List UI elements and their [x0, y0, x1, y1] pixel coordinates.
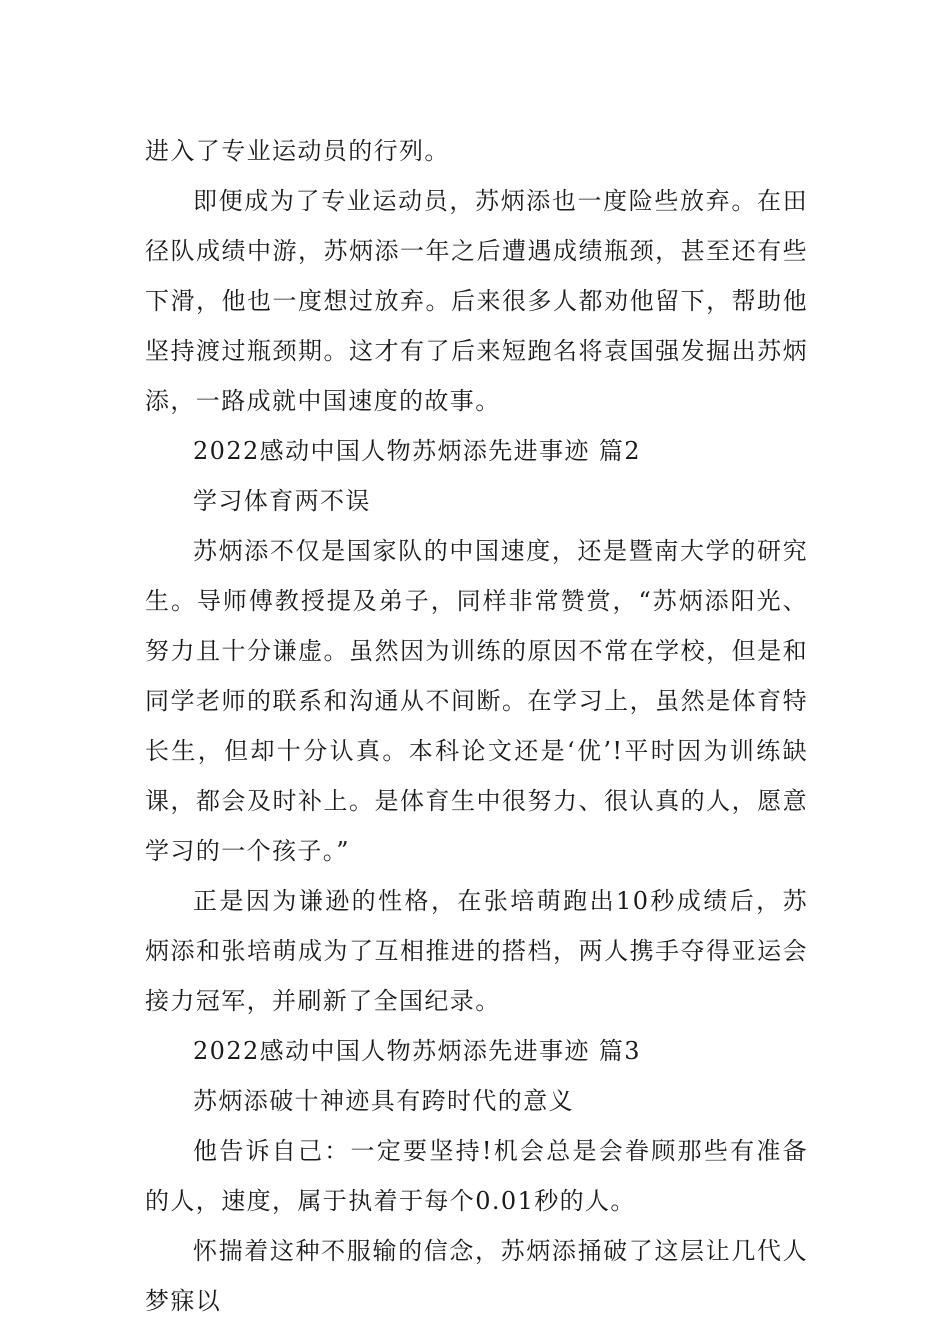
- section-heading-part-3: 2022感动中国人物苏炳添先进事迹 篇3: [193, 1037, 641, 1065]
- section-heading-part-2: 2022感动中国人物苏炳添先进事迹 篇2: [193, 437, 641, 465]
- paragraph-persistence: 他告诉自己：一定要坚持!机会总是会眷顾那些有准备的人，速度，属于执着于每个0.01秒的人。: [145, 1137, 808, 1215]
- subheading-breaking-ten: 苏炳添破十神迹具有跨时代的意义: [193, 1087, 574, 1115]
- paragraph-continuation: 进入了专业运动员的行列。: [145, 137, 450, 165]
- paragraph-relay-partner: 正是因为谦逊的性格，在张培萌跑出10秒成绩后，苏炳添和张培萌成为了互相推进的搭档，两人携手夺得亚运会接力冠军，并刷新了全国纪录。: [145, 887, 808, 1015]
- paragraph-graduate-student: 苏炳添不仅是国家队的中国速度，还是暨南大学的研究生。导师傅教授提及弟子，同样非常赞赏，“苏炳添阳光、努力且十分谦虚。虽然因为训练的原因不常在学校，但是和同学老师的联系和沟通从不间断。在学习上，虽然是体育特长生，但却十分认真。本科论文还是‘优’!平时因为训练缺课，都会及时补上。是体育生中很努力、很认真的人，愿意学习的一个孩子。”: [145, 537, 808, 865]
- paragraph-giving-up: 即便成为了专业运动员，苏炳添也一度险些放弃。在田径队成绩中游，苏炳添一年之后遭遇成绩瓶颈，甚至还有些下滑，他也一度想过放弃。后来很多人都劝他留下，帮助他坚持渡过瓶颈期。这才有了后来短跑名将袁国强发掘出苏炳添，一路成就中国速度的故事。: [145, 187, 808, 415]
- document-body: [145, 126, 808, 1326]
- paragraph-belief: 怀揣着这种不服输的信念，苏炳添捅破了这层让几代人梦寐以: [145, 1237, 808, 1315]
- subheading-study-and-sport: 学习体育两不误: [193, 487, 371, 515]
